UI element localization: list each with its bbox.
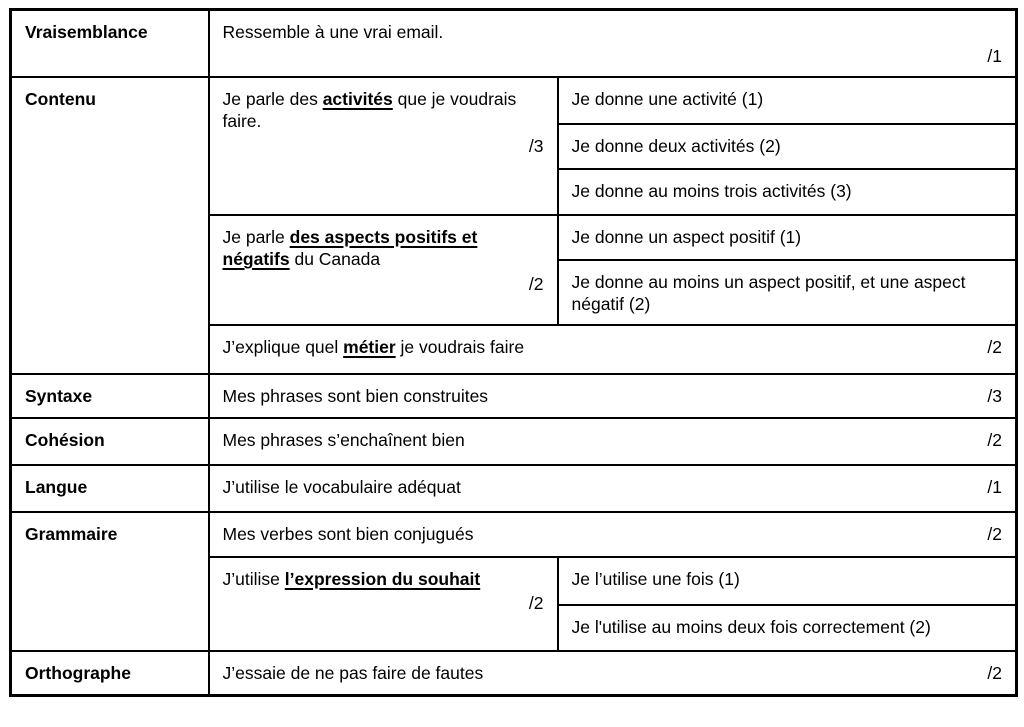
criterion-cell-cohesion xyxy=(209,418,1017,465)
row-langue xyxy=(11,465,1017,512)
row-orthographe xyxy=(11,651,1017,696)
criterion-text: Mes phrases s’enchaînent bien xyxy=(222,429,465,450)
category-label-vraisemblance: Vraisemblance xyxy=(11,10,209,77)
level-cell: Je l'utilise au moins deux fois correctement (2) xyxy=(558,605,1017,651)
row-vraisemblance xyxy=(11,10,1017,77)
level-cell: Je donne une activité (1) xyxy=(558,77,1017,124)
level-cell: Je donne au moins trois activités (3) xyxy=(558,169,1017,215)
row-grammaire-verbes xyxy=(11,512,1017,557)
criterion-text-pre: J’utilise xyxy=(222,568,285,589)
criterion-text: Mes verbes sont bien conjugués xyxy=(222,523,474,544)
criterion-cell-activites xyxy=(209,77,558,215)
criterion-text: J’essaie de ne pas faire de fautes xyxy=(222,662,484,683)
criterion-text: Ressemble à une vrai email. xyxy=(222,22,444,42)
category-label-cohesion: Cohésion xyxy=(11,418,209,465)
criterion-cell-souhait xyxy=(209,557,558,651)
category-label-grammaire: Grammaire xyxy=(11,512,209,651)
criterion-text xyxy=(223,568,544,590)
score-value: /1 xyxy=(987,46,1003,67)
criterion-text-post: je voudrais faire xyxy=(395,336,525,357)
criterion-cell-orthographe xyxy=(209,651,1017,696)
score-value: /2 xyxy=(987,662,1003,683)
row-contenu-activites-1 xyxy=(11,77,1017,124)
level-cell: Je donne un aspect positif (1) xyxy=(558,215,1017,260)
score-value: /2 xyxy=(987,429,1003,450)
score-value: /3 xyxy=(528,135,544,156)
level-cell: Je donne au moins un aspect positif, et une aspect négatif (2) xyxy=(558,260,1017,325)
criterion-text-bold: l’expression du souhait xyxy=(284,568,481,589)
criterion-cell-verbes xyxy=(209,512,1017,557)
criterion-text-bold: des aspects positifs et négatifs xyxy=(222,226,478,270)
criterion-text xyxy=(223,88,544,133)
criterion-text: J’utilise le vocabulaire adéquat xyxy=(222,476,461,497)
criterion-cell-metier xyxy=(209,325,1017,374)
row-syntaxe xyxy=(11,374,1017,418)
criterion-text-post: que je voudrais faire. xyxy=(222,88,517,132)
score-value: /3 xyxy=(987,385,1003,406)
category-label-contenu: Contenu xyxy=(11,77,209,374)
score-value: /2 xyxy=(528,273,544,294)
criterion-text: Mes phrases sont bien construites xyxy=(222,385,489,406)
score-value: /2 xyxy=(987,523,1003,544)
category-label-langue: Langue xyxy=(11,465,209,512)
category-label-syntaxe: Syntaxe xyxy=(11,374,209,418)
criterion-text xyxy=(223,336,525,358)
category-label-orthographe: Orthographe xyxy=(11,651,209,696)
criterion-cell-langue xyxy=(209,465,1017,512)
criterion-text-bold: métier xyxy=(343,336,396,357)
criterion-cell-aspects xyxy=(209,215,558,325)
row-cohesion xyxy=(11,418,1017,465)
criterion-text xyxy=(223,226,544,271)
score-value: /2 xyxy=(987,336,1003,357)
score-value: /2 xyxy=(528,592,544,613)
score-value: /1 xyxy=(987,476,1003,497)
criterion-text-pre: J’explique quel xyxy=(222,336,344,357)
criterion-cell-syntaxe xyxy=(209,374,1017,418)
criterion-text-post: du Canada xyxy=(289,249,381,270)
criterion-text-bold: activités xyxy=(322,88,393,109)
rubric-table xyxy=(9,8,1018,697)
criterion-cell-vraisemblance xyxy=(209,10,1017,77)
level-cell: Je l’utilise une fois (1) xyxy=(558,557,1017,605)
criterion-text-pre: Je parle des xyxy=(222,88,323,109)
criterion-text-pre: Je parle xyxy=(222,226,290,247)
level-cell: Je donne deux activités (2) xyxy=(558,124,1017,169)
